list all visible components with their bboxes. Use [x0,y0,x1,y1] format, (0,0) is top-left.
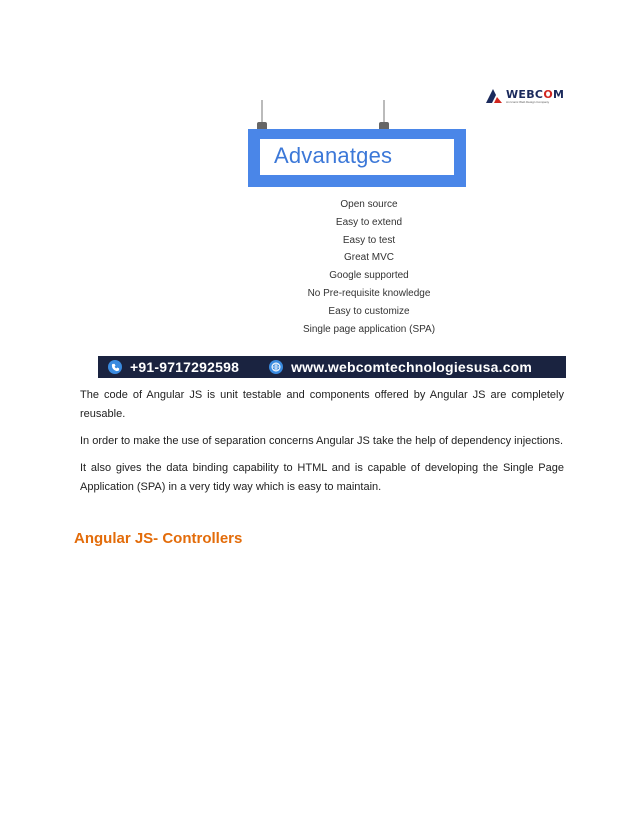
list-item: Open source [340,199,398,210]
contact-website: www.webcomtechnologiesusa.com [291,359,533,375]
paragraph-reusable: The code of Angular JS is unit testable and components offered by Angular JS are completely reusable. [80,389,564,420]
list-item: Easy to test [342,234,396,246]
list-item: Google supported [329,270,409,282]
globe-icon [269,360,283,374]
paragraph-data-binding: It also gives the data binding capability to HTML and is capable of developing the Single Page Application (SPA) in a very tidy way which is easy to maintain. [80,462,564,493]
contact-phone: +91-9717292598 [130,359,240,375]
list-item: Great MVC [343,252,394,264]
logo-name: WEBCOM [506,87,565,101]
list-item: No Pre-requisite knowledge [307,287,431,299]
advantages-figure [72,96,566,378]
paragraph-dependency-injection: In order to make the use of separation concerns Angular JS take the help of dependency injections. [80,435,564,447]
advantages-list [248,196,490,338]
list-item: Easy to extend [335,216,403,228]
phone-icon [108,360,122,374]
advantages-banner [248,129,466,187]
list-item: Easy to customize [328,305,410,317]
logo-tagline: An Iconic Web Design Company [506,99,550,104]
section-heading: Angular JS- Controllers [74,530,243,547]
contact-bar [98,356,566,378]
advantages-title: Advanatges [274,143,393,168]
list-item: Single page application (SPA) [302,323,436,335]
